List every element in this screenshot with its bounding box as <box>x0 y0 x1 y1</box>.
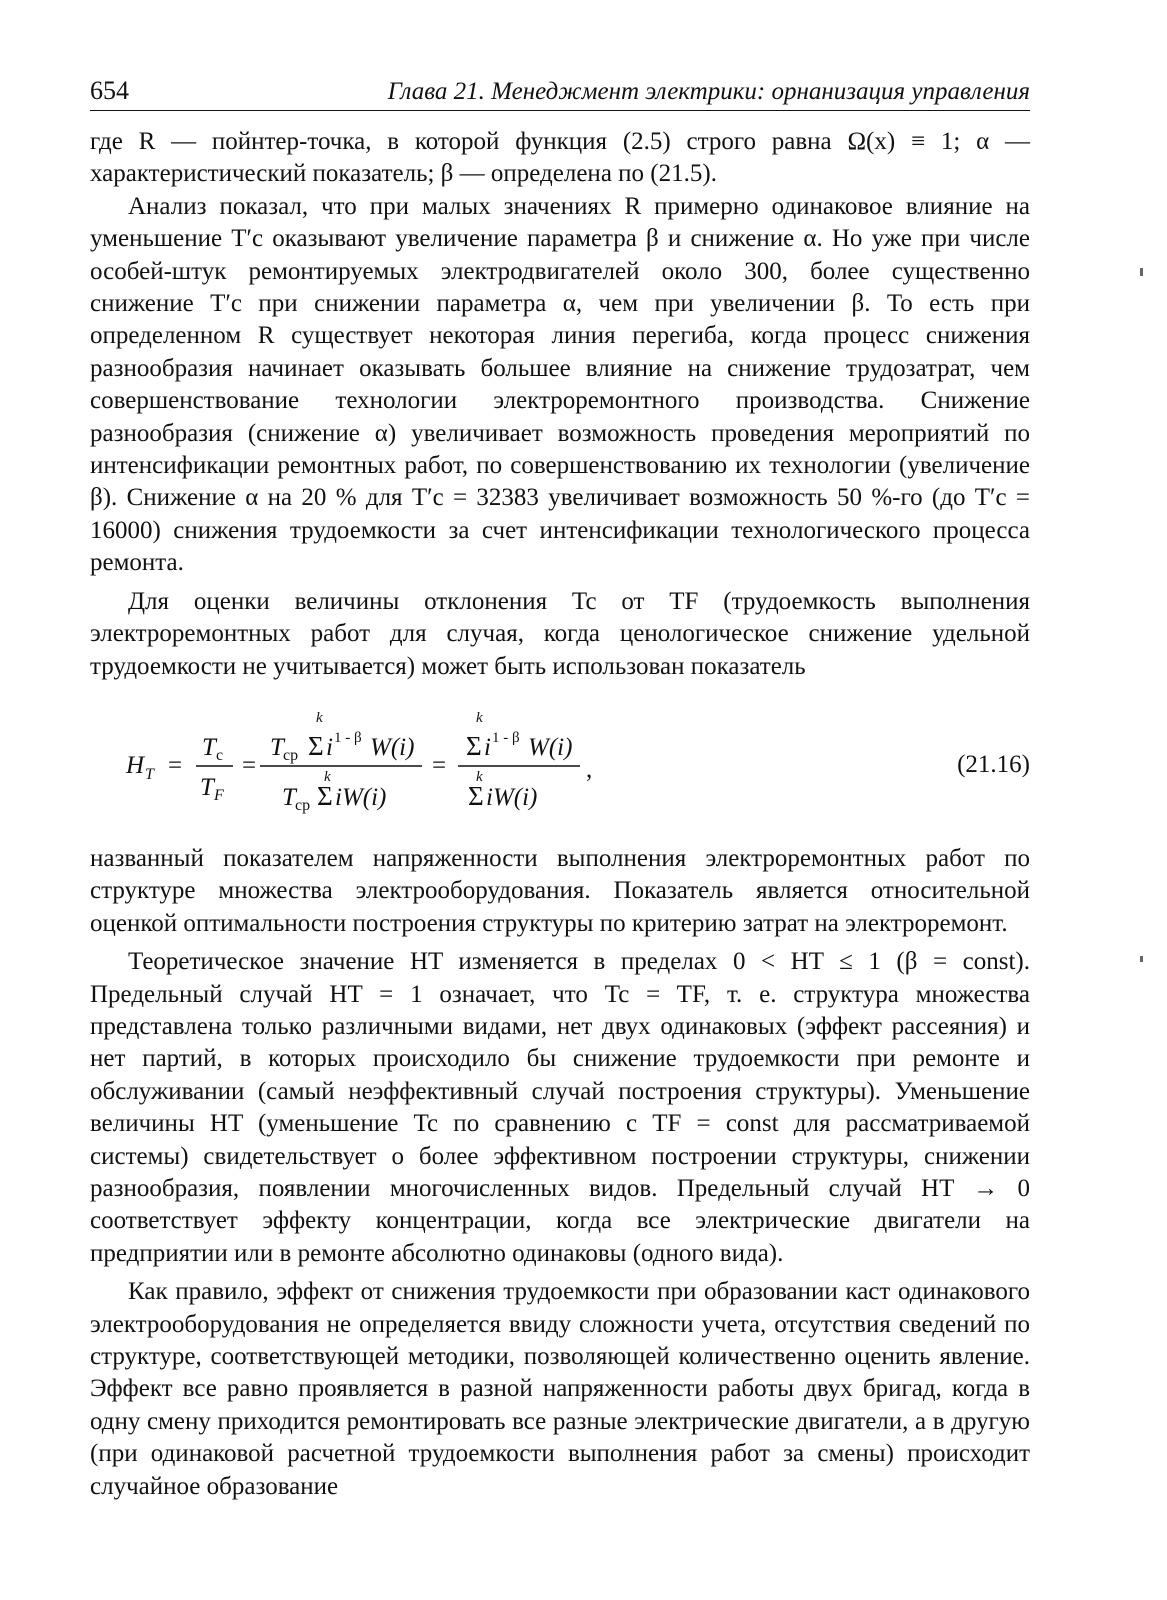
formula-eq-1: = <box>168 751 183 779</box>
frac3-num-W: W(i) <box>528 733 573 761</box>
frac2-num-i: i <box>326 733 333 761</box>
frac2-den-iW: iW(i) <box>335 783 387 811</box>
formula-eq-2: = <box>242 751 257 779</box>
frac3-den-sum: Σ <box>468 780 484 811</box>
frac1-den: T <box>200 773 214 801</box>
frac2-num-T: T <box>270 733 284 761</box>
scan-speck <box>1140 268 1143 276</box>
frac1-num: T <box>202 733 216 761</box>
page-header <box>90 76 1030 111</box>
formula-lhs: H <box>126 751 145 779</box>
page-body <box>90 126 1030 1503</box>
formula-comma: , <box>586 755 593 783</box>
paragraph-4: названный показателем напряженности выполнения электроремонтных работ по структуре множества электрооборудования. Показатель является относительной оценкой оптимальности построения структуры по критерию затрат на электроремонт. <box>90 844 1030 937</box>
formula-lhs-sub: T <box>145 765 154 783</box>
frac1-den-sub: F <box>214 786 224 804</box>
frac2-num-sum-upper: k <box>316 709 323 726</box>
formula-eq-3: = <box>432 751 447 779</box>
frac2-num-W: W(i) <box>370 733 415 761</box>
paragraph-3: Для оценки величины отклонения Tc от TF (трудоемкость выполнения электроремонтных работ для случая, когда ценологическое снижение удельной трудоемкости не учитывается) может быть использован показатель <box>90 587 1030 680</box>
frac2-den-sum-upper: k <box>324 768 331 785</box>
frac2-num-sum: Σ <box>308 730 324 761</box>
frac3-num-sum: Σ <box>466 730 482 761</box>
frac2-num-T-sub: ср <box>283 746 299 764</box>
paragraph-6: Как правило, эффект от снижения трудоемкости при образовании каст одинакового электрооборудования не определяется ввиду сложности учета, отсутствия сведений по структуре, соответствующей методики, позволяющей количественно оценить явление. Эффект все равно проявляется в разной напряженности работы двух бригад, когда в одну смену приходится ремонтировать все разные электрические двигатели, а в другую (при одинаковой расчетной трудоемкости выполнения работ за смены) происходит случайное образование <box>90 1278 1030 1500</box>
frac3-num-i: i <box>484 733 491 761</box>
page-number: 654 <box>90 76 129 105</box>
running-title: Глава 21. Менеджмент электрики: орнанизация управления <box>387 78 1030 105</box>
frac3-num-exp: 1 - β <box>492 729 520 746</box>
frac2-den-T-sub: ср <box>295 796 311 814</box>
frac1-num-sub: c <box>216 746 224 764</box>
formula-21-16 <box>90 693 1030 835</box>
paragraph-1: где R — пойнтер-точка, в которой функция (2.5) строго равна Ω(x) ≡ 1; α — характеристический показатель; β — определена по (21.5). <box>90 128 1030 188</box>
scan-speck <box>1140 956 1143 962</box>
frac3-num-sum-upper: k <box>476 709 483 726</box>
frac2-den-T: T <box>282 783 296 811</box>
paragraph-2: Анализ показал, что при малых значениях R примерно одинаковое влияние на уменьшение T′c оказывают увеличение параметра β и снижение α. Но уже при числе особей-штук ремонтируемых электродвигателей около 300, более существенно снижение T′c при снижении параметра α, чем при увеличении β. То есть при определенном R существует некоторая линия перегиба, когда процесс снижения разнообразия начинает оказывать большее влияние на снижение трудозатрат, чем совершенствование технологии электроремонтного производства. Снижение разнообразия (снижение α) увеличивает возможность проведения мероприятий по интенсификации ремонтных работ, по совершенствованию их технологии (увеличение β). Снижение α на 20 % для T′c = 32383 увеличивает возможность 50 %-го (до T′c = 16000) снижения трудоемкости за счет интенсификации технологического процесса ремонта. <box>90 192 1030 577</box>
frac2-num-exp: 1 - β <box>334 729 362 746</box>
frac3-den-sum-upper: k <box>476 768 483 785</box>
frac3-den-iW: iW(i) <box>486 783 538 811</box>
frac2-den-sum: Σ <box>317 780 333 811</box>
paragraph-5: Теоретическое значение HT изменяется в пределах 0 < HT ≤ 1 (β = const). Предельный случай HT = 1 означает, что Tc = TF, т. е. структура множества представлена только различными видами, нет двух одинаковых (эффект рассеяния) и нет партий, в которых происходило бы снижение трудоемкости при ремонте и обслуживании (самый неэффективный случай построения структуры). Уменьшение величины HT (уменьшение Tc по сравнению с TF = const для рассматриваемой системы) свидетельствует о более эффективном построении структуры, снижении разнообразия, появлении многочисленных видов. Предельный случай HT → 0 соответствует эффекту концентрации, когда все электрические двигатели на предприятии или в ремонте абсолютно одинаковы (одного вида). <box>90 948 1030 1267</box>
equation-number: (21.16) <box>957 750 1030 778</box>
